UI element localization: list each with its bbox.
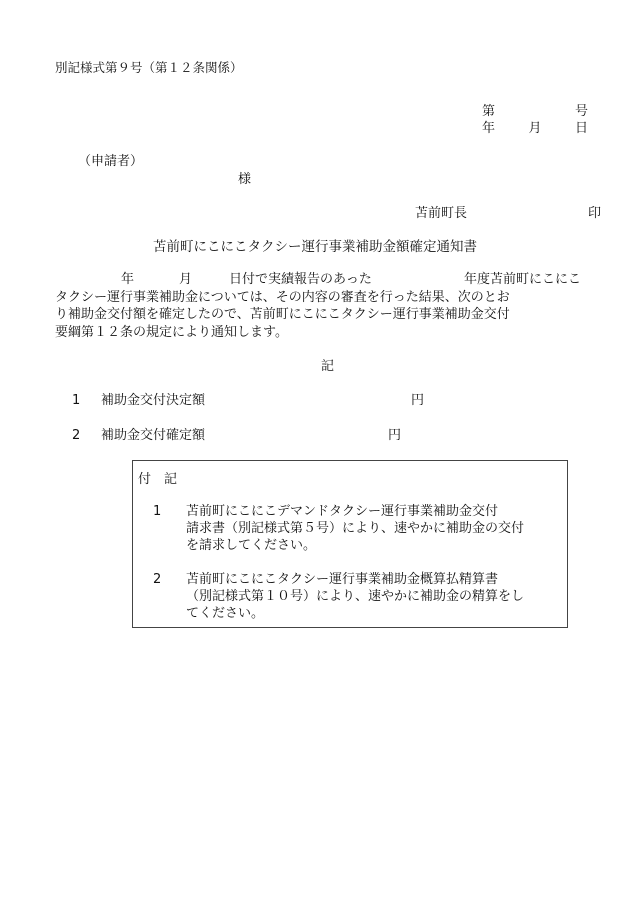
reference-number-suffix: 号: [574, 104, 588, 119]
item-unit: 円: [411, 393, 425, 408]
note-line: を請求してください。: [186, 538, 317, 553]
applicant-label: （申請者）: [78, 154, 144, 169]
reference-block: [482, 103, 588, 137]
item-unit: 円: [388, 428, 402, 443]
honorific: 様: [238, 172, 252, 187]
seal-mark: 印: [588, 206, 602, 221]
body-paragraph: [55, 271, 603, 341]
note-text: [186, 503, 576, 554]
reference-number-prefix: 第: [482, 104, 496, 119]
reference-day: 日: [574, 121, 588, 136]
item-label: 補助金交付決定額: [101, 393, 206, 408]
document-title: 苫前町にこにこタクシー運行事業補助金額確定通知書: [153, 239, 477, 255]
note-number: 1: [153, 504, 162, 519]
body-line: [55, 289, 603, 307]
note-line: てください。: [186, 606, 265, 621]
ki-heading: 記: [320, 359, 334, 374]
reference-year: 年: [482, 121, 496, 136]
notes-heading: 付 記: [138, 472, 178, 487]
body-line-text: り補助金交付額を確定したので、苫前町にこにこタクシー運行事業補助金交付: [55, 307, 510, 322]
reference-date-row: [482, 120, 588, 137]
form-number: 別記様式第９号（第１２条関係）: [55, 60, 243, 75]
reference-number-row: [482, 103, 588, 120]
item-number: 1: [72, 393, 81, 408]
body-year: 年: [121, 272, 135, 287]
item-label: 補助金交付確定額: [101, 428, 206, 443]
note-line: 苫前町にこにこタクシー運行事業補助金概算払精算書: [186, 572, 499, 587]
body-line-text: 要綱第１２条の規定により通知します。: [55, 324, 288, 340]
notes-box: [132, 460, 568, 628]
item-number: 2: [72, 428, 81, 443]
note-line: 請求書（別記様式第５号）により、速やかに補助金の交付: [186, 521, 525, 536]
note-line: （別記様式第１０号）により、速やかに補助金の精算をし: [186, 589, 525, 604]
body-line: [55, 271, 603, 289]
reference-month: 月: [528, 121, 542, 136]
body-line: [55, 324, 603, 342]
body-fiscal-text: 年度苫前町にこにこ: [464, 272, 582, 287]
body-line-text: タクシー運行事業補助金については、その内容の審査を行った結果、次のとお: [55, 289, 510, 305]
note-text: [186, 571, 576, 622]
body-month: 月: [179, 272, 193, 287]
body-day-text: 日付で実績報告のあった: [229, 272, 372, 287]
issuer-name: 苫前町長: [415, 206, 468, 221]
body-line: [55, 306, 603, 324]
note-number: 2: [153, 572, 162, 587]
note-line: 苫前町にこにこデマンドタクシー運行事業補助金交付: [186, 504, 499, 519]
